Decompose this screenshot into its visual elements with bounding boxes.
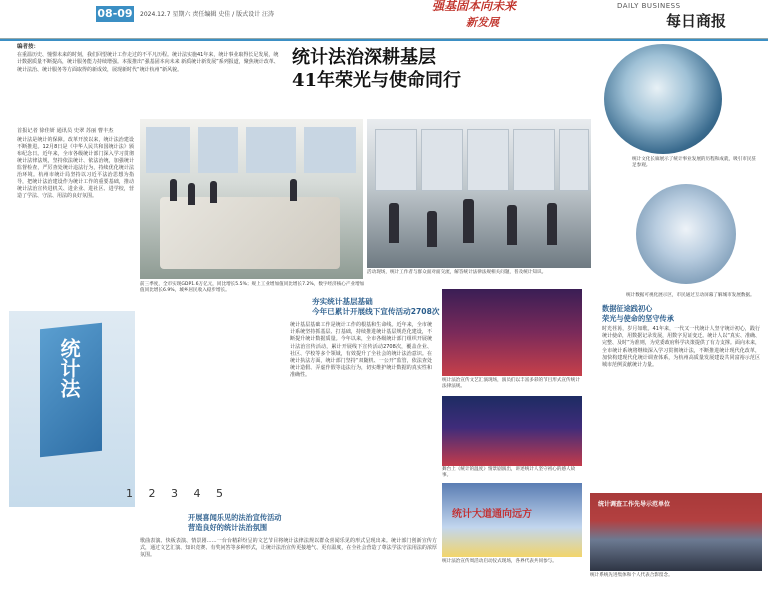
display-screen: [304, 127, 356, 173]
visitor-figure: [170, 179, 177, 201]
exhibition-panel: [559, 129, 589, 191]
byline: 首报记者 徐佳妍 通讯员 史翠 苏丽 曹丰杰: [17, 128, 114, 134]
law-book-title: 统计法: [57, 338, 81, 398]
visitor-figure: [188, 183, 195, 205]
article-column-4: 歌曲表演、快板表演、情景剧……一台台精彩纷呈的文艺节目将统计法律法规以群众喜闻乐见的形式呈现出来。统计部门创新宣传方式，通过文艺汇演、知识竞赛、有奖问答等多种形式，让统计法治宣传更接地气、更有温度，在全社会营造了尊法学法守法用法的浓厚氛围。: [140, 538, 437, 558]
editor-note: [17, 44, 279, 74]
article-column-3: 时光荏苒，岁月如歌。41年来，一代又一代统计人坚守统计初心，践行统计使命，用数据记录发展，用数字见证变迁。统计人以“真实、准确、完整、及时”为准则，为党委政府科学决策提供了有力支撑。面向未来，全市统计系统将继续深入学习贯彻统计法，不断推进统计现代化改革，加快构建现代化统计调查体系，为杭州高质量发展建设共同富裕示范区城市范例贡献统计力量。: [602, 326, 760, 369]
display-screen: [246, 127, 296, 173]
visitor-figure: [389, 203, 399, 243]
visitor-figure: [210, 181, 217, 203]
circle-photo-caption-2: 统计数据可视化展示区，市民通过互动屏幕了解城市发展数据。: [626, 293, 755, 298]
group-photo-caption: 统计系统先进集体和个人代表合影留念。: [590, 573, 673, 578]
visitor-figure: [290, 179, 297, 201]
exhibition-circle-photo: [604, 44, 722, 154]
page-number-badge: 08-09: [97, 7, 133, 20]
group-photo-banner: 统计调查工作先导示范单位: [598, 501, 671, 508]
data-display-circle-photo: [636, 184, 736, 284]
section-heading-mission: 数据征途践初心 荣光与使命的坚守传承: [602, 304, 674, 323]
visitor-figure: [507, 205, 517, 245]
visitor-figure: [547, 203, 557, 245]
city-sand-table-model: [160, 197, 340, 269]
exhibition-panel: [513, 129, 555, 191]
publicity-event-photo: [367, 119, 591, 268]
exhibition-hall-photo: [140, 119, 363, 279]
exhibition-panel: [375, 129, 417, 191]
paper-english-name: DAILY BUSINESS: [617, 2, 681, 10]
display-screen: [146, 127, 190, 173]
page-headline: [292, 46, 461, 92]
editor-note-label: 编者按：: [17, 44, 40, 50]
editor-note-text: 在重温历史、憧憬未来的时刻，我们回望统计工作走过的不平凡历程。统计法实施41年来，统计事业取得长足发展，统计数据质量不断提高，统计服务能力持续增强。本报推出“强基固本向未来 新质统计新发展”系列报道，聚焦统计改革、统计法治、统计服务等方面取得的新成效，展现新时代“统计杭州”新风貌。: [17, 52, 279, 73]
article-column-1: 统计法是统计的保障。改革开放以来，统计法治建设不断推进。12月8日是《中华人民共和国统计法》颁布纪念日。近年来，全市各级统计部门深入学习贯彻统计法律法规，坚持依法统计、依法治统，加强统计监督检查，严厉查处统计违法行为，持续优化统计法治环境。杭州市统计局坚持以习近平法治思想为指导，把统计法治建设作为统计工作的重要基础，推动统计法治宣传进机关、进企业、进社区、进学校，营造了学法、守法、用法的良好氛围。: [17, 137, 134, 199]
stage-photo-1-caption: 统计法治宣传文艺汇演现场，演员们以丰富多彩的节目形式宣传统计法律法规。: [442, 378, 580, 390]
stage-performance-photo-2: [442, 396, 582, 466]
visitor-figure: [463, 199, 474, 243]
ceremony-banner-text: 统计大道通向远方: [452, 509, 532, 520]
article-column-2: 统计基层基础工作是统计工作的根基和生命线。近年来，全市统计系统坚持抓基层、打基础，持续推进统计基层规范化建设，不断提升统计数据质量。今年以来，全市各级统计部门组织开展统计法治宣传活动，累计开展线下宣传活动2708次，覆盖企业、社区、学校等多个领域，有效提升了全社会的统计法治意识。在统计执法方面，统计部门坚持“双随机、一公开”监管，依法查处统计造假、弄虚作假等违法行为，切实维护统计数据的真实性和准确性。: [290, 322, 432, 379]
display-screen: [198, 127, 238, 173]
stage-performance-photo-1: [442, 289, 582, 376]
exhibition-panel: [421, 129, 463, 191]
visitor-figure: [427, 211, 437, 247]
masthead-rule: [0, 39, 768, 41]
section-heading-grassroots: 夯实统计基层基础 今年已累计开展线下宣传活动2708次: [312, 297, 440, 316]
ceremony-photo-caption: 统计法治宣传周活动启动仪式现场，各界代表共同参与。: [442, 559, 557, 564]
date-line: 2024.12.7 星期六 责任编辑 史佳 / 版式设计 汪涛: [140, 11, 275, 18]
paper-brand: 每日商报: [666, 12, 727, 30]
exhibition-panel: [467, 129, 509, 191]
stage-photo-2-caption: 舞台上《统计的温度》情景剧演出，讲述统计人坚守初心的感人故事。: [442, 467, 576, 479]
launch-ceremony-photo: [442, 483, 582, 557]
illustration-digits: 1 2 3 4 5: [126, 487, 229, 500]
photo-1-caption: 前三季度，全市实现GDP1.6万亿元，同比增长5.5%；规上工业增加值同比增长7.2%，数字经济核心产业增加值同比增长6.9%，城乡居民收入稳步增长。: [140, 282, 365, 294]
headline-line-1: 统计法治深耕基层: [292, 47, 436, 68]
series-slogan: 强基固本向未来: [432, 0, 517, 13]
series-slogan-sub: 新发展: [466, 16, 499, 29]
section-heading-publicity: 开展喜闻乐见的法治宣传活动 营造良好的统计法治氛围: [188, 513, 282, 532]
photo-2-caption: 活动现场，统计工作者与群众面对面交流，解答统计法律法规相关问题，普及统计知识。: [367, 270, 547, 275]
group-photo: [590, 493, 762, 571]
circle-photo-caption-1: 统计文化长廊展示了统计事业发展的历程和成就，吸引市民驻足参观。: [632, 157, 757, 169]
headline-line-2: 41年荣光与使命同行: [292, 70, 462, 91]
